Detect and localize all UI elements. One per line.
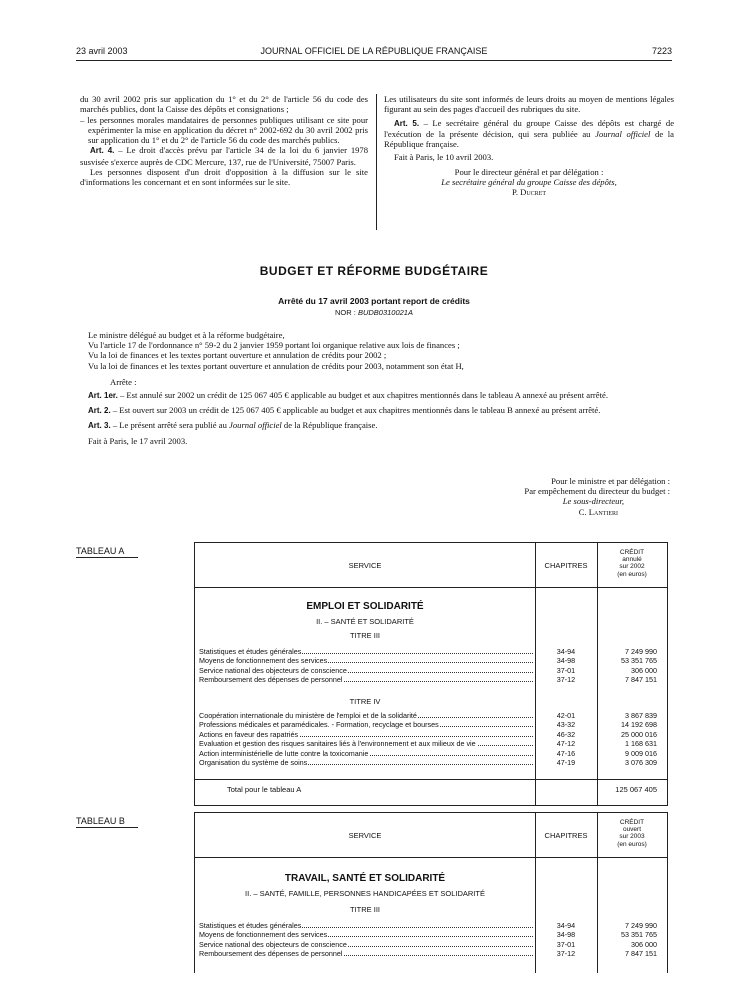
row-label bbox=[199, 739, 533, 748]
article-4-text: – Le droit d'accès prévu par l'article 34 de la loi du 6 janvier 1978 susvisée s'exerce auprès de CDC Mercure, 137, rue de l'Université, 75007 Paris. bbox=[80, 145, 369, 167]
row-chapitre: 46-32 bbox=[556, 729, 576, 739]
col-header-chapitres: CHAPITRES bbox=[544, 561, 588, 570]
row-label-text: Coopération internationale du ministère de l'emploi et de la solidarité bbox=[199, 711, 417, 720]
visa-4: Vu la loi de finances et les textes portant ouverture et annulation de crédits pour 2003, notamment son état H, bbox=[88, 360, 464, 371]
row-label bbox=[199, 940, 533, 949]
article-5-label: Art. 5. bbox=[394, 118, 420, 128]
row-amount: 306 000 bbox=[631, 939, 657, 949]
nor-label: NOR : bbox=[335, 308, 358, 317]
row-amount: 7 847 151 bbox=[625, 675, 657, 685]
credit-line-1: CRÉDIT bbox=[619, 819, 645, 826]
article-1-label: Art. 1er. bbox=[88, 391, 118, 401]
col-header-chapitres: CHAPITRES bbox=[544, 831, 588, 840]
journal-title: JOURNAL OFFICIEL DE LA RÉPUBLIQUE FRANÇAISE bbox=[260, 46, 488, 56]
credit-line-2: ouvert bbox=[622, 826, 642, 834]
row-label bbox=[199, 675, 533, 684]
row-label-text: Remboursement des dépenses de personnel bbox=[199, 675, 343, 685]
table-row bbox=[199, 758, 659, 767]
group-subtitle: II. – SANTÉ, FAMILLE, PERSONNES HANDICAPÉES ET SOLIDARITÉ bbox=[245, 889, 485, 898]
row-label bbox=[199, 711, 533, 720]
row-label-text: Statistiques et études générales bbox=[199, 647, 302, 656]
article-5-text-b: de la République française. bbox=[384, 128, 674, 150]
decree-fait: Fait à Paris, le 17 avril 2003. bbox=[88, 435, 188, 446]
row-label bbox=[199, 656, 533, 665]
decree-title: Arrêté du 17 avril 2003 portant report de crédits bbox=[278, 296, 470, 306]
left-paragraph-1: du 30 avril 2002 pris sur application du 1° et du 2° de l'article 56 du code des marchés publics, dont la Caisse des dépôts et consignations ; bbox=[80, 94, 368, 115]
credit-line-3: sur 2002 bbox=[619, 563, 645, 571]
credit-line-3: sur 2003 bbox=[619, 833, 645, 841]
row-amount: 3 867 839 bbox=[625, 711, 657, 720]
nor-line bbox=[0, 308, 748, 317]
tableau-b bbox=[194, 812, 668, 973]
left-paragraph-2: – les personnes morales mandataires de personnes publiques utilisant ce site pour expérimenter la mise en application du décret n° 2002-692 du 30 avril 2002 pris sur application du 1° et du 2° de l'article 56 du code des marchés publics. bbox=[80, 114, 368, 146]
header-date: 23 avril 2003 bbox=[76, 46, 128, 56]
group-subtitle: II. – SANTÉ ET SOLIDARITÉ bbox=[316, 617, 414, 626]
right-sig-name: P. Ducret bbox=[512, 187, 546, 198]
row-amount: 25 000 016 bbox=[621, 729, 657, 739]
visa-3: Vu la loi de finances et les textes portant ouverture et annulation de crédits pour 2002 ; bbox=[88, 350, 387, 361]
visa-2: Vu l'article 17 de l'ordonnance n° 59-2 du 2 janvier 1959 portant loi organique relative aux lois de finances ; bbox=[88, 340, 460, 351]
decree-body bbox=[88, 330, 672, 446]
decree-signature bbox=[420, 476, 670, 517]
row-label-text: Service national des objecteurs de conscience bbox=[199, 665, 347, 675]
row-chapitre: 34-94 bbox=[556, 921, 576, 930]
article-3-journal: Journal officiel bbox=[229, 420, 282, 431]
row-chapitre: 37-01 bbox=[556, 665, 576, 675]
sig-line2: Par empêchement du directeur du budget : bbox=[524, 486, 670, 497]
table-row bbox=[199, 930, 659, 939]
group-title: EMPLOI ET SOLIDARITÉ bbox=[306, 601, 424, 612]
row-chapitre: 47-16 bbox=[556, 748, 576, 758]
row-chapitre: 37-12 bbox=[556, 949, 576, 959]
row-label-text: Moyens de fonctionnement des services bbox=[199, 930, 328, 940]
header-rule bbox=[76, 60, 672, 61]
row-amount: 53 351 765 bbox=[621, 656, 657, 666]
row-amount: 1 168 631 bbox=[625, 739, 657, 749]
table-row bbox=[199, 949, 659, 958]
credit-line-2: annulé bbox=[622, 556, 642, 564]
sig-name: C. Lantieri bbox=[578, 506, 618, 517]
table-row bbox=[199, 921, 659, 930]
nor-value: BUDB0310021A bbox=[357, 308, 413, 317]
article-4 bbox=[80, 145, 368, 167]
total-amount: 125 067 405 bbox=[615, 785, 657, 794]
arrete: Arrête : bbox=[110, 376, 137, 387]
titre-iii: TITRE III bbox=[350, 905, 380, 914]
row-label bbox=[199, 930, 533, 939]
article-2 bbox=[88, 405, 672, 416]
table-row bbox=[199, 749, 659, 758]
row-chapitre: 34-94 bbox=[556, 647, 576, 656]
row-label bbox=[199, 949, 533, 958]
credit-line-4: (en euros) bbox=[617, 840, 647, 848]
row-label bbox=[199, 730, 533, 739]
row-label-text: Remboursement des dépenses de personnel bbox=[199, 949, 343, 959]
row-chapitre: 43-32 bbox=[556, 720, 576, 730]
sig-line1: Pour le ministre et par délégation : bbox=[551, 476, 670, 486]
row-chapitre: 34-98 bbox=[556, 656, 576, 666]
row-chapitre: 37-01 bbox=[556, 939, 576, 949]
header-divider bbox=[195, 857, 667, 858]
row-label-text: Action interministérielle de lutte contre la toxicomanie bbox=[199, 748, 369, 758]
table-row bbox=[199, 656, 659, 665]
col-header-credit bbox=[597, 819, 667, 848]
row-label-text: Statistiques et études générales bbox=[199, 921, 302, 930]
col-header-service: SERVICE bbox=[348, 561, 382, 570]
titre-iii: TITRE III bbox=[350, 631, 380, 640]
right-fait: Fait à Paris, le 10 avril 2003. bbox=[394, 152, 494, 163]
credit-line-1: CRÉDIT bbox=[619, 549, 645, 556]
visa-1: Le ministre délégué au budget et à la réforme budgétaire, bbox=[88, 330, 285, 340]
article-3-text-a: – Le présent arrêté sera publié au bbox=[110, 420, 230, 431]
row-chapitre: 47-12 bbox=[556, 739, 576, 749]
row-label-text: Service national des objecteurs de conscience bbox=[199, 939, 347, 949]
article-5-text-a: – Le secrétaire général du groupe Caisse des dépôts est chargé de l'exécution de la présente décision, qui sera publiée au bbox=[384, 117, 675, 139]
page-number: 7223 bbox=[651, 46, 672, 56]
group-title: TRAVAIL, SANTÉ ET SOLIDARITÉ bbox=[284, 873, 446, 884]
top-right-column bbox=[384, 94, 674, 198]
row-chapitre: 47-19 bbox=[556, 758, 576, 767]
article-1 bbox=[88, 390, 672, 401]
section-title: BUDGET ET RÉFORME BUDGÉTAIRE bbox=[259, 264, 489, 278]
left-paragraph-end: Les personnes disposent d'un droit d'opposition à la diffusion sur le site d'informations les concernant et en sont informées sur le site. bbox=[80, 167, 368, 188]
right-sig-line2: Le secrétaire général du groupe Caisse des dépôts, bbox=[441, 177, 617, 188]
row-label bbox=[199, 758, 533, 767]
column-divider bbox=[376, 94, 377, 230]
article-2-text: – Est ouvert sur 2003 un crédit de 125 067 405 € applicable au budget et aux chapitres mentionnés dans le tableau B annexé au présent arrêté. bbox=[110, 405, 601, 416]
row-amount: 53 351 765 bbox=[621, 930, 657, 940]
row-amount: 7 249 990 bbox=[625, 921, 657, 930]
table-row bbox=[199, 940, 659, 949]
row-amount: 7 249 990 bbox=[625, 647, 657, 656]
row-label-text: Organisation du système de soins bbox=[199, 758, 308, 767]
table-row bbox=[199, 711, 659, 720]
article-3 bbox=[88, 420, 672, 431]
table-row bbox=[199, 720, 659, 729]
total-label: Total pour le tableau A bbox=[227, 785, 302, 794]
credit-line-4: (en euros) bbox=[617, 570, 647, 578]
row-amount: 3 076 309 bbox=[625, 758, 657, 767]
sig-line3: Le sous-directeur, bbox=[562, 496, 624, 507]
row-label bbox=[199, 647, 533, 656]
col-header-service: SERVICE bbox=[348, 831, 382, 840]
row-chapitre: 34-98 bbox=[556, 930, 576, 940]
right-sig-line1: Pour le directeur général et par délégation : bbox=[454, 166, 604, 177]
right-paragraph-1: Les utilisateurs du site sont informés de leurs droits au moyen de mentions légales figurant au sein des pages d'accueil des rubriques du site. bbox=[384, 94, 674, 115]
row-label-text: Actions en faveur des rapatriés bbox=[199, 729, 299, 739]
row-label-text: Professions médicales et paramédicales. - Formation, recyclage et bourses bbox=[199, 720, 439, 730]
row-label bbox=[199, 666, 533, 675]
tableau-b-label: TABLEAU B bbox=[76, 816, 138, 828]
table-row bbox=[199, 739, 659, 748]
article-2-label: Art. 2. bbox=[88, 406, 111, 416]
tableau-a-label: TABLEAU A bbox=[76, 546, 138, 558]
row-amount: 306 000 bbox=[631, 665, 657, 675]
titre-iv: TITRE IV bbox=[349, 697, 381, 706]
row-label bbox=[199, 921, 533, 930]
article-3-label: Art. 3. bbox=[88, 421, 111, 431]
table-row bbox=[199, 666, 659, 675]
tableau-a bbox=[194, 542, 668, 806]
table-row bbox=[199, 730, 659, 739]
row-label bbox=[199, 749, 533, 758]
row-amount: 14 192 698 bbox=[621, 720, 657, 730]
article-5-journal: Journal officiel bbox=[595, 128, 651, 139]
row-amount: 9 009 016 bbox=[625, 748, 657, 758]
total-divider bbox=[195, 779, 667, 780]
article-4-label: Art. 4. bbox=[90, 146, 115, 156]
col-header-credit bbox=[597, 549, 667, 578]
table-row bbox=[199, 647, 659, 656]
article-1-text: – Est annulé sur 2002 un crédit de 125 067 405 € applicable au budget et aux chapitres mentionnés dans le tableau A annexé au présent arrêté. bbox=[117, 390, 608, 401]
row-label bbox=[199, 720, 533, 729]
row-chapitre: 37-12 bbox=[556, 675, 576, 685]
row-amount: 7 847 151 bbox=[625, 949, 657, 959]
row-chapitre: 42-01 bbox=[556, 711, 576, 720]
row-label-text: Evaluation et gestion des risques sanitaires liés à l'environnement et aux milieux de vie bbox=[199, 739, 476, 749]
table-row bbox=[199, 675, 659, 684]
article-3-text-b: de la République française. bbox=[281, 420, 378, 431]
row-label-text: Moyens de fonctionnement des services bbox=[199, 656, 328, 666]
article-5 bbox=[384, 118, 674, 150]
header-divider bbox=[195, 587, 667, 588]
top-left-column bbox=[80, 94, 368, 188]
